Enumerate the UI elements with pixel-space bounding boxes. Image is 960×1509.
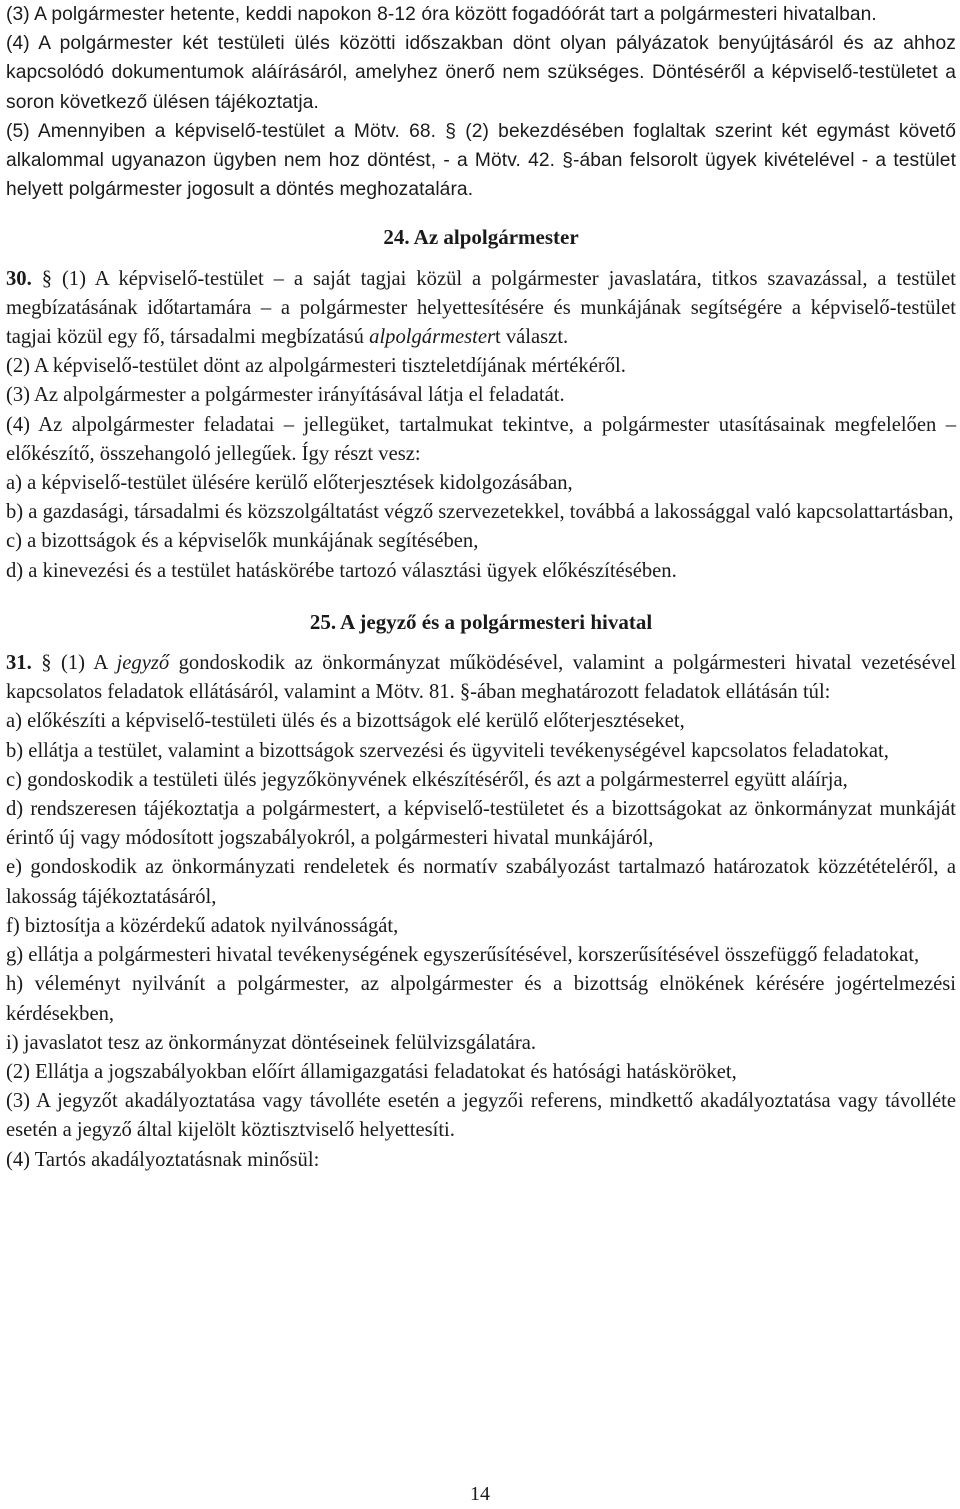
list-item-30-b: b) a gazdasági, társadalmi és közszolgáltatást végző szervezetekkel, továbbá a lakossággal való kapcsolattartásban, — [6, 501, 954, 524]
spacer — [6, 204, 956, 223]
list-item-30-a: a) a képviselő-testület ülésére kerülő előterjesztések kidolgozásában, — [6, 472, 573, 495]
section-heading-deputy-mayor: 24. Az alpolgármester — [383, 225, 579, 250]
document-page — [6, 0, 956, 1175]
list-item-31-b: b) ellátja a testület, valamint a bizottságok szervezési és ügyviteli tevékenységével kapcsolatos feladatokat, — [6, 739, 889, 762]
spacer — [6, 586, 956, 608]
list-item-31-g: g) ellátja a polgármesteri hivatal tevékenységének egyszerűsítésével, korszerűsítésével összefüggő feladatokat, — [6, 944, 920, 967]
defined-term-notary: jegyző — [116, 652, 170, 675]
section-number-31: 31. — [6, 652, 32, 675]
paragraph-section-30-1 — [6, 265, 956, 353]
page-number: 14 — [470, 1483, 490, 1505]
spacer — [6, 253, 956, 265]
spacer — [6, 637, 956, 649]
paragraph-section-30-4: (4) Az alpolgármester feladatai – jellegüket, tartalmukat tekintve, a polgármester utasításainak megfelelően – előkészítő, összehangoló jellegűek. Így részt vesz: — [6, 413, 956, 465]
list-item-31-a: a) előkészíti a képviselő-testületi ülés és a bizottságok elé kerülő előterjesztéseket, — [6, 710, 685, 733]
list-item-31-i: i) javaslatot tesz az önkormányzat döntéseinek felülvizsgálatára. — [6, 1031, 537, 1054]
list-item-30-c: c) a bizottságok és a képviselők munkájának segítésében, — [6, 530, 479, 553]
list-item-31-d: d) rendszeresen tájékoztatja a polgármestert, a képviselő-testületet és a bizottságokat az önkormányzat munkáját érintő új vagy módosított jogszabályokról, a polgármesteri hivatal munkájáról, — [6, 798, 956, 850]
paragraph-section-31-4: (4) Tartós akadályoztatásnak minősül: — [6, 1148, 320, 1171]
section-number-30: 30. — [6, 267, 32, 290]
paragraph-mayor-office-hours: (3) A polgármester hetente, keddi napokon 8-12 óra között fogadóórát tart a polgármesteri hivatalban. — [6, 4, 877, 25]
text-fragment: § (1) A — [31, 652, 117, 675]
paragraph-mayor-substitute-decision: (5) Amennyiben a képviselő-testület a Mötv. 68. § (2) bekezdésében foglaltak szerint két egymást követő alkalommal ugyanazon ügyben nem hoz döntést, - a Mötv. 42. §-ában felsorolt ügyek kivételével - a testület helyett polgármester jogosult a döntés meghozatalára. — [6, 120, 956, 201]
paragraph-section-31-3: (3) A jegyzőt akadályoztatása vagy távolléte esetén a jegyzői referens, mindkettő akadályoztatása vagy távolléte esetén a jegyző által kijelölt köztisztviselő helyettesíti. — [6, 1090, 956, 1142]
paragraph-section-30-2: (2) A képviselő-testület dönt az alpolgármesteri tiszteletdíjának mértékéről. — [6, 355, 626, 378]
text-fragment: t választ. — [495, 326, 569, 349]
text-fragment: § (1) A képviselő-testület – a saját tagjai közül a polgármester javaslatára, titkos szavazással, a testület megbízatásának időtartamára – a polgármester helyettesítésére és munkájának segítségére a képviselő-testület tagjai közül egy fő, társadalmi megbízatású — [6, 267, 956, 349]
paragraph-mayor-tender-decisions: (4) A polgármester két testületi ülés közötti időszakban dönt olyan pályázatok benyújtásáról és az ahhoz kapcsolódó dokumentumok aláírásáról, amelyhez önerő nem szükséges. Döntéséről a képviselő-testületet a soron következő ülésen tájékoztatja. — [6, 33, 956, 113]
list-item-30-d: d) a kinevezési és a testület hatáskörébe tartozó választási ügyek előkészítésében. — [6, 559, 677, 582]
defined-term-deputy-mayor: alpolgármester — [369, 326, 495, 349]
paragraph-section-31-2: (2) Ellátja a jogszabályokban előírt államigazgatási feladatokat és hatósági hatásköröket, — [6, 1060, 737, 1083]
list-item-31-e: e) gondoskodik az önkormányzati rendeletek és normatív szabályozást tartalmazó határozatok közzétételéről, a lakosság tájékoztatásáról, — [6, 856, 956, 908]
list-item-31-f: f) biztosítja a közérdekű adatok nyilvánosságát, — [6, 914, 399, 937]
section-heading-notary-office: 25. A jegyző és a polgármesteri hivatal — [309, 609, 653, 634]
list-item-31-h: h) véleményt nyilvánít a polgármester, az alpolgármester és a bizottság elnökének kérésére jogértelmezési kérdésekben, — [6, 973, 956, 1025]
text-fragment: gondoskodik az önkormányzat működésével, valamint a polgármesteri hivatal vezetésével kapcsolatos feladatok ellátásáról, valamint a Mötv. 81. §-ában meghatározott feladatok ellátásán túl: — [6, 652, 956, 704]
list-item-31-c: c) gondoskodik a testületi ülés jegyzőkönyvének elkészítéséről, és azt a polgármesterrel együtt aláírja, — [6, 768, 848, 791]
paragraph-section-31-1 — [6, 649, 956, 707]
paragraph-section-30-3: (3) Az alpolgármester a polgármester irányításával látja el feladatát. — [6, 384, 565, 407]
